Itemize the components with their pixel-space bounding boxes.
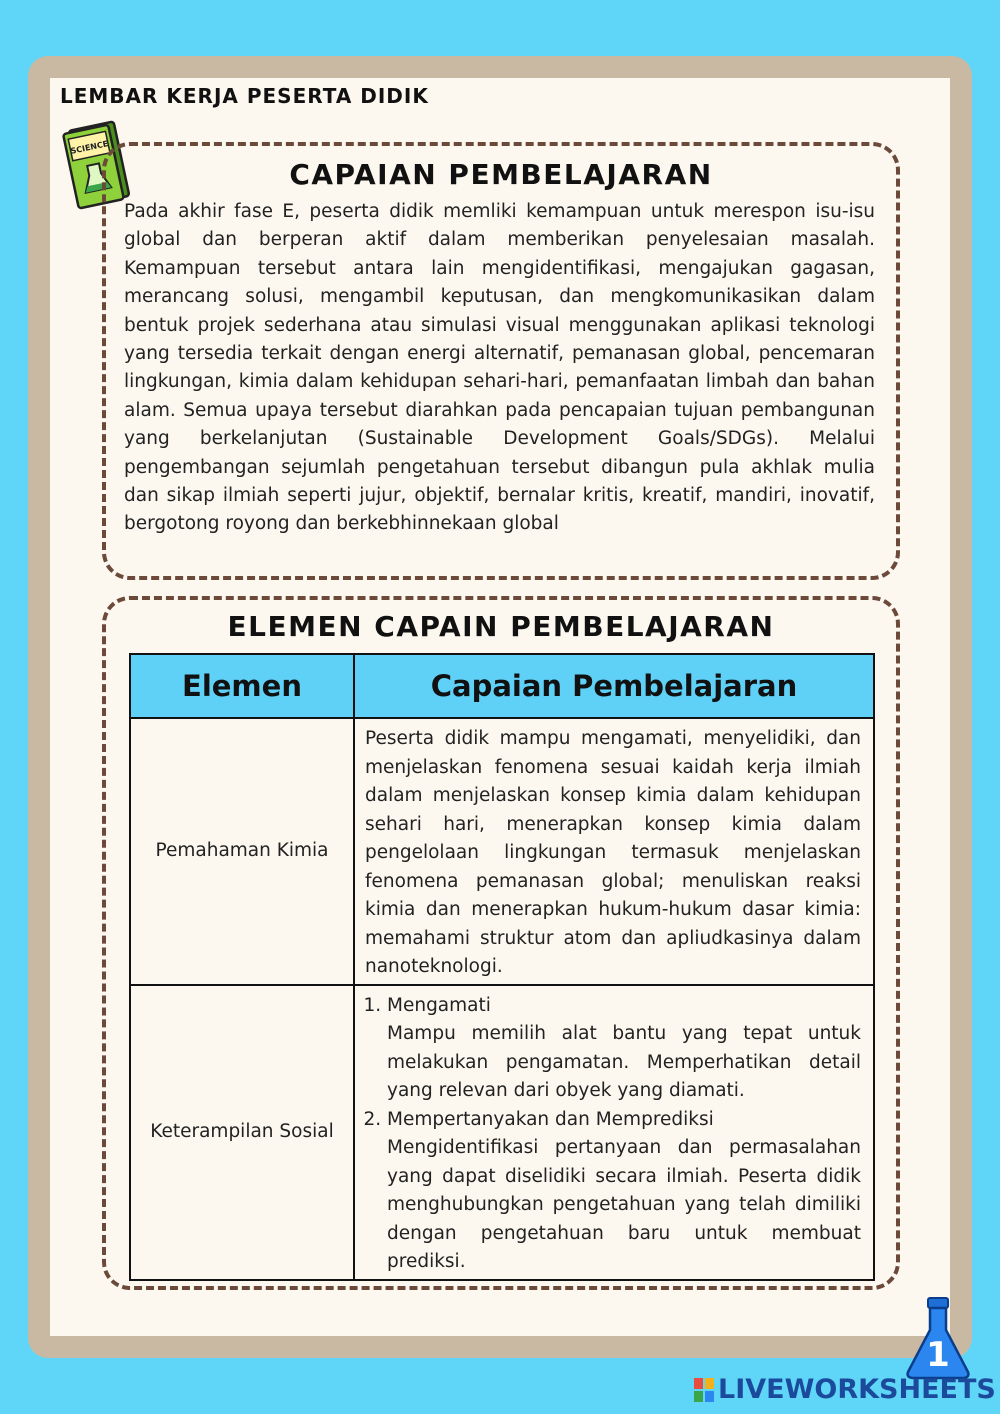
- elemen-name-cell: Keterampilan Sosial: [130, 985, 354, 1280]
- list-item: [387, 1106, 861, 1277]
- table-row: [130, 718, 874, 985]
- brand-wordmark: LIVEWORKSHEETS: [718, 1374, 996, 1405]
- capaian-body: Pada akhir fase E, peserta didik memliki kemampuan untuk merespon isu-isu global dan berperan aktif dalam memberikan penyelesaian masalah. Kemampuan tersebut antara lain mengidentifikasi, mengajukan gagasan, merancang solusi, mengambil keputusan, dan mengkomunikasikan dalam bentuk projek sederhana atau simulasi visual menggunakan aplikasi teknologi yang tersedia terkait dengan energi alternatif, pemanasan global, pencemaran lingkungan, kimia dalam kehidupan sehari-hari, pemanfaatan limbah dan bahan alam. Semua upaya tersebut diarahkan pada pencapaian tujuan pembangunan yang berkelanjutan (Sustainable Development Goals/SDGs). Melalui pengembangan sejumlah pengetahuan tersebut dibangun pula akhlak mulia dan sikap ilmiah seperti jujur, objektif, bernalar kritis, kreatif, mandiri, inovatif, bergotong royong dan berkebhinnekaan global: [124, 201, 875, 535]
- capaian-title: CAPAIAN PEMBELAJARAN: [289, 158, 713, 191]
- column-header-capaian: Capaian Pembelajaran: [354, 654, 874, 718]
- step-detail: Mengidentifikasi pertanyaan dan permasalahan yang dapat diselidiki secara ilmiah. Peserta didik menghubungkan pengetahuan yang telah dimiliki dengan pengetahuan baru untuk membuat prediksi.: [387, 1137, 861, 1272]
- svg-text:SCIENCE: SCIENCE: [69, 139, 110, 156]
- elemen-title: ELEMEN CAPAIN PEMBELAJARAN: [227, 610, 775, 643]
- step-label: 2. Mempertanyakan dan Memprediksi: [387, 1108, 714, 1130]
- step-detail: Mampu memilih alat bantu yang tepat untuk melakukan pengamatan. Memperhatikan detail yang relevan dari obyek yang diamati.: [387, 1023, 861, 1101]
- liveworksheets-logo-icon: [694, 1378, 714, 1402]
- step-label: 1. Mengamati: [387, 994, 491, 1016]
- table-row: [130, 985, 874, 1280]
- list-item: [387, 992, 861, 1106]
- column-header-elemen: Elemen: [130, 654, 354, 718]
- flask-page-number-icon: [902, 1296, 974, 1382]
- elemen-table: [129, 653, 875, 1281]
- svg-text:1: 1: [926, 1335, 950, 1375]
- steps-list: [365, 992, 861, 1277]
- capaian-steps-cell: [354, 985, 874, 1280]
- capaian-desc-cell: Peserta didik mampu mengamati, menyelidiki, dan menjelaskan fenomena sesuai kaidah kerja ilmiah dalam menjelaskan konsep kimia dalam kehidupan sehari hari, menerapkan konsep kimia dalam pengelolaan lingkungan termasuk menjelaskan fenomena pemanasan global; menuliskan reaksi kimia dan menerapkan hukum-hukum dasar kimia: memahami struktur atom dan apliudkasinya dalam nanoteknologi.: [354, 718, 874, 985]
- worksheet-header: LEMBAR KERJA PESERTA DIDIK: [60, 84, 429, 108]
- elemen-name-cell: Pemahaman Kimia: [130, 718, 354, 985]
